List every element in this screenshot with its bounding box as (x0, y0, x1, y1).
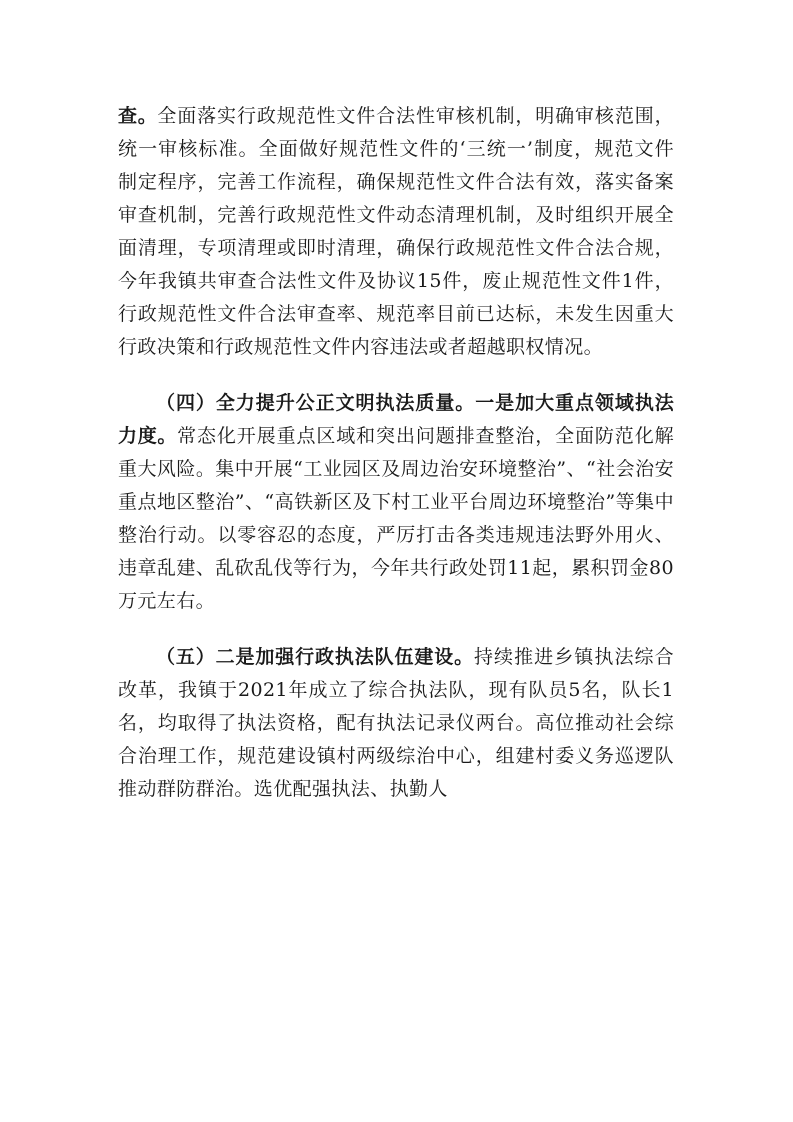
paragraph-lead-bold: 查。 (118, 105, 158, 127)
paragraph-section-four (118, 387, 674, 618)
section-four-heading: （四）全力提升公正文明执法质量。一是加大重点领域执法力度。 (118, 392, 674, 447)
paragraph-text: 全面落实行政规范性文件合法性审核机制，明确审核范围，统一审核标准。全面做好规范性文件的‘三统一’制度，规范文件制定程序，完善工作流程，确保规范性文件合法有效，落实备案审查机制，完善行政规范性文件动态清理机制，及时组织开展全面清理，专项清理或即时清理，确保行政规范性文件合法合规，今年我镇共审查合法性文件及协议15件，废止规范性文件1件，行政规范性文件合法审查率、规范率目前已达标，未发生因重大行政决策和行政规范性文件内容违法或者超越职权情况。 (118, 105, 675, 358)
paragraph-section-five (118, 641, 674, 806)
section-five-heading: （五）二是加强行政执法队伍建设。 (156, 646, 474, 668)
paragraph-review-mechanism (118, 100, 674, 364)
document-body (118, 100, 674, 806)
paragraph-text: 常态化开展重点区域和突出问题排查整治，全面防范化解重大风险。集中开展“工业园区及周边治安环境整治”、“社会治安重点地区整治”、“高铁新区及下村工业平台周边环境整治”等集中整治行动。以零容忍的态度，严厉打击各类违规违法野外用火、违章乱建、乱砍乱伐等行为，今年共行政处罚11起，累积罚金80万元左右。 (118, 425, 674, 612)
paragraph-text: 持续推进乡镇执法综合改革，我镇于2021年成立了综合执法队，现有队员5名，队长1名，均取得了执法资格，配有执法记录仪两台。高位推动社会综合治理工作，规范建设镇村两级综治中心，组建村委义务巡逻队推动群防群治。选优配强执法、执勤人 (118, 646, 674, 800)
